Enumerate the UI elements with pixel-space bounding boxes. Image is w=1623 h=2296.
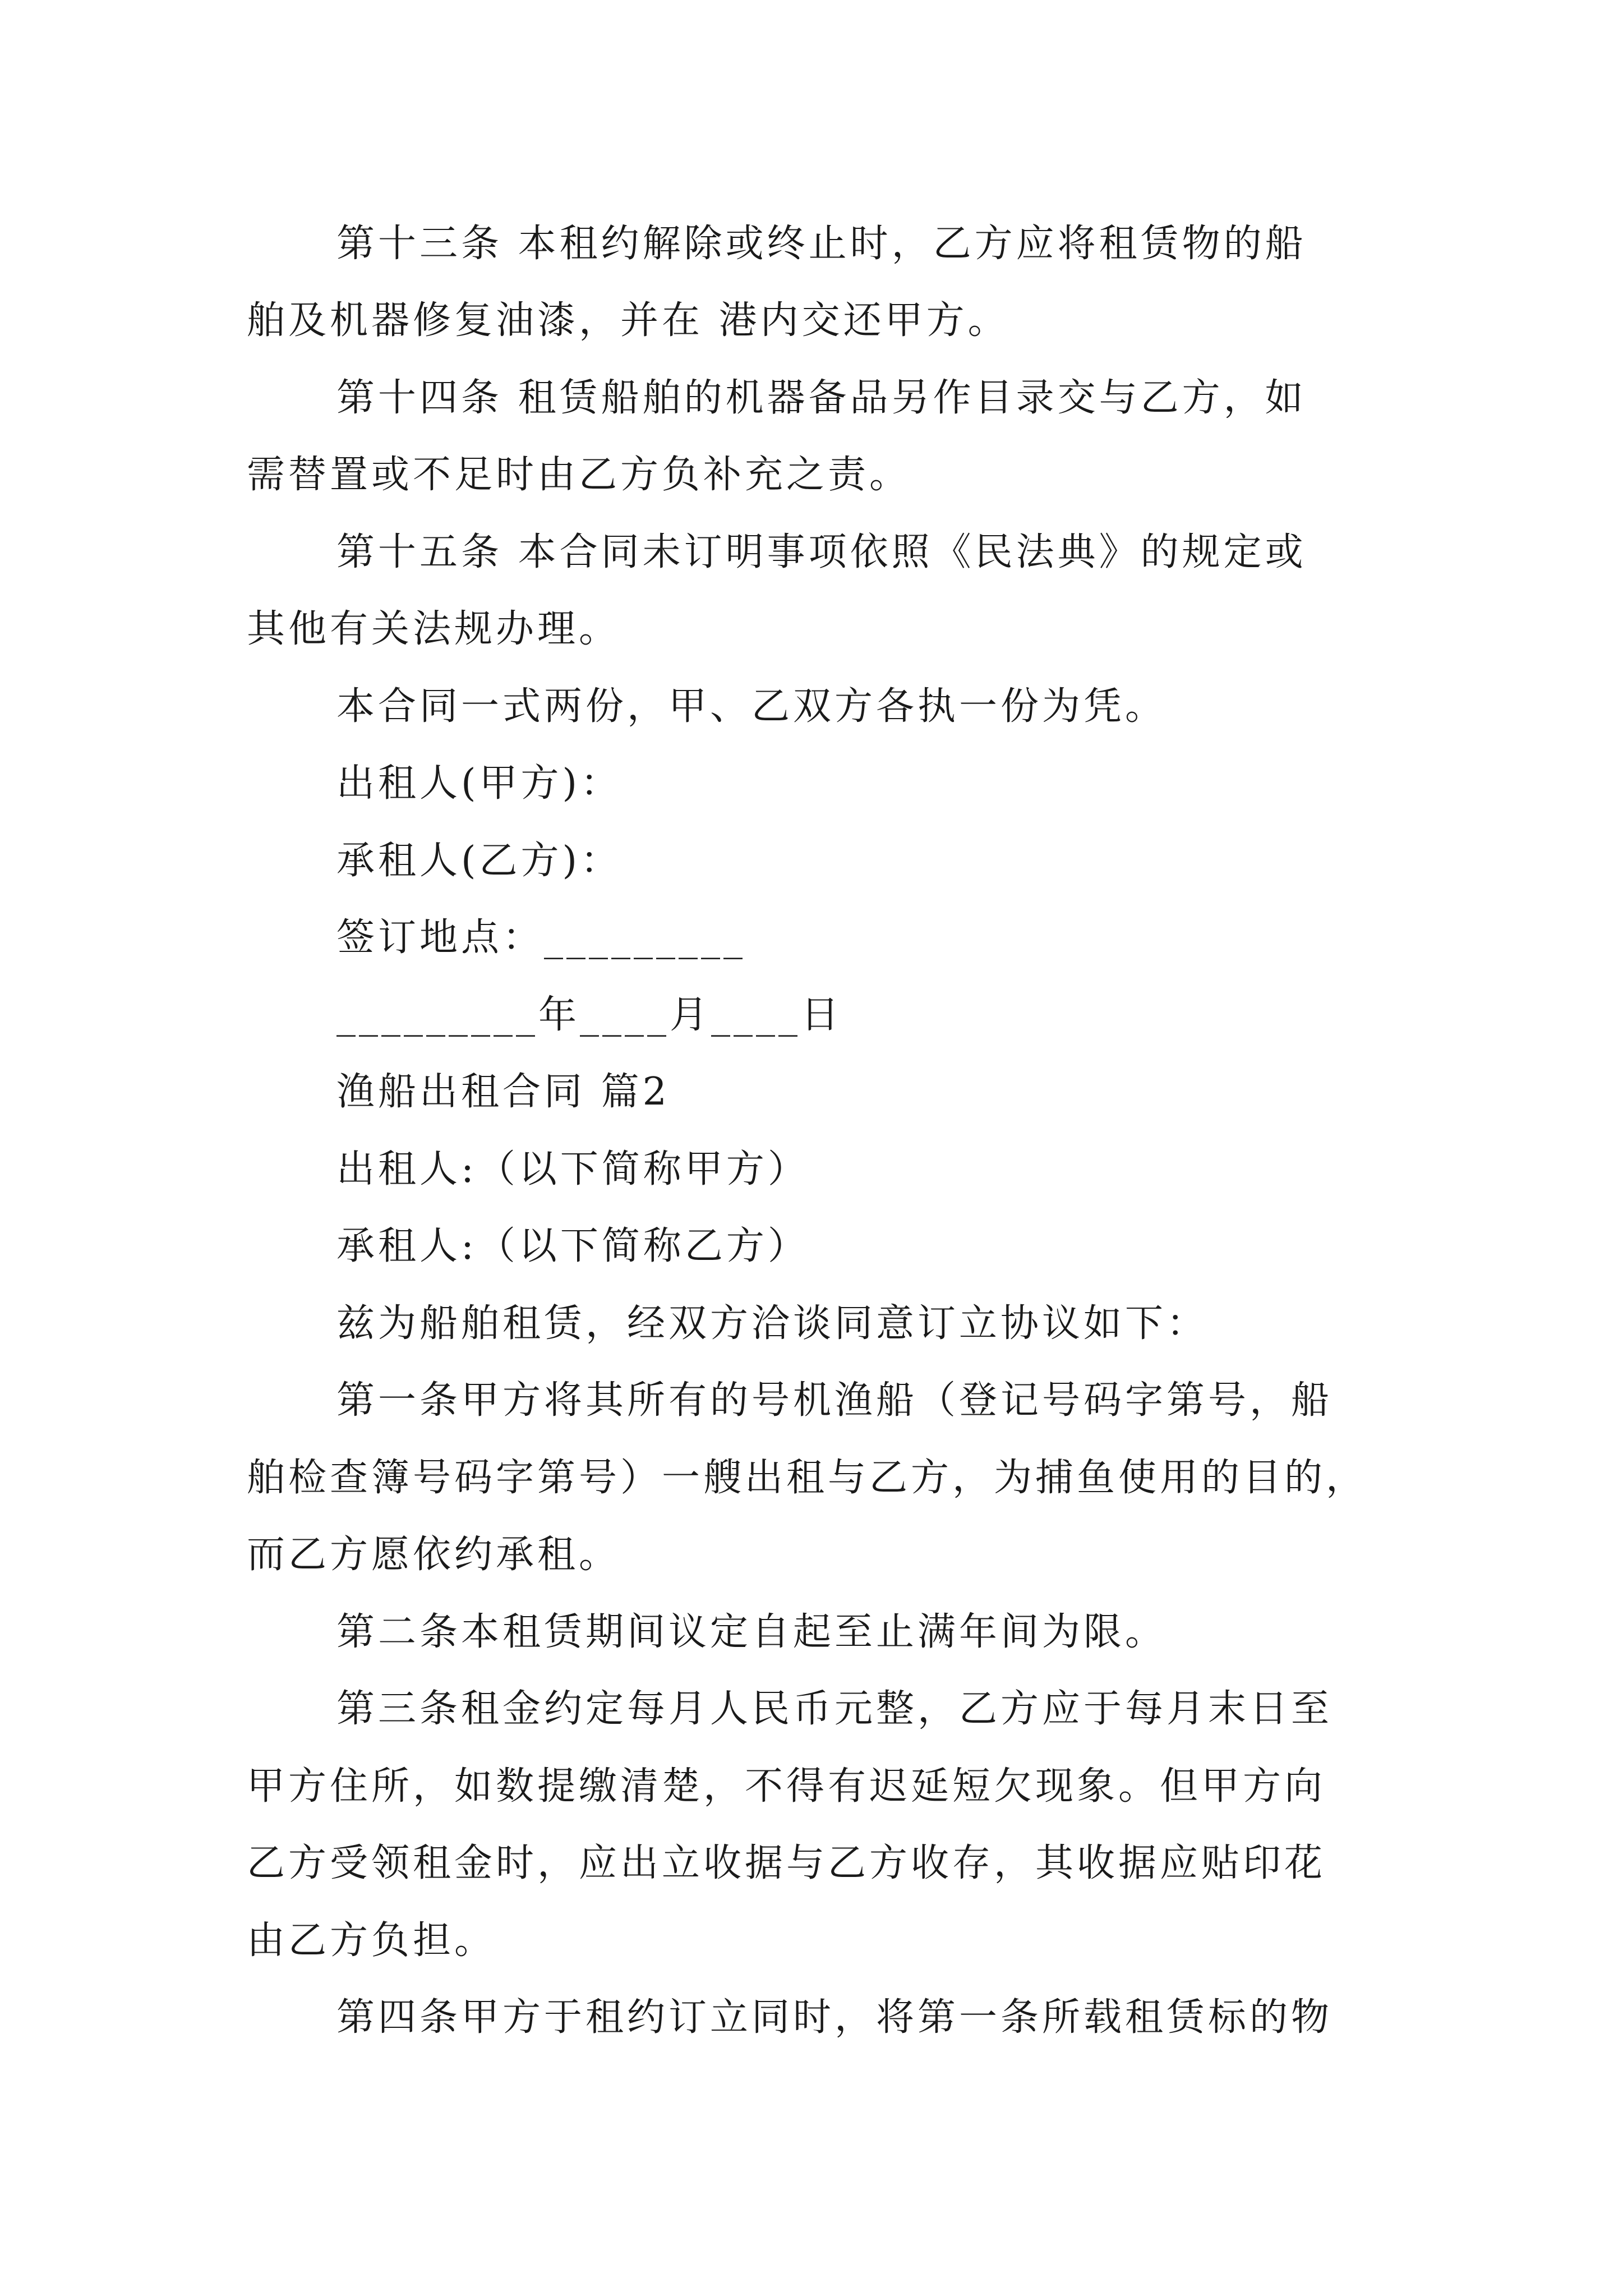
text-line: 第十三条 本租约解除或终止时，乙方应将租赁物的船: [336, 222, 1307, 266]
text-line: 其他有关法规办理。: [247, 607, 621, 651]
section-heading: 渔船出租合同 篇2: [336, 1070, 670, 1114]
text-line: 乙方受领租金时，应出立收据与乙方收存，其收据应贴印花: [247, 1841, 1326, 1885]
text-line: 承租人:（以下简称乙方）: [336, 1224, 809, 1268]
text-line: 舶及机器修复油漆，并在 港内交还甲方。: [247, 298, 1009, 343]
signature-lessee-line: 承租人(乙方)：: [336, 839, 623, 883]
text-line: 甲方住所，如数提缴清楚，不得有迟延短欠现象。但甲方向: [247, 1764, 1326, 1809]
text-line: 第四条甲方于租约订立同时，将第一条所载租赁标的物: [336, 1995, 1333, 2040]
text-line: 第二条本租赁期间议定自起至止满年间为限。: [336, 1610, 1167, 1654]
text-line: 而乙方愿依约承租。: [247, 1533, 621, 1577]
text-line: 由乙方负担。: [247, 1918, 496, 1963]
signature-lessor-line: 出租人(甲方)：: [336, 761, 623, 806]
text-line: 出租人:（以下简称甲方）: [336, 1147, 809, 1191]
text-line: 本合同一式两份，甲、乙双方各执一份为凭。: [336, 684, 1167, 729]
text-line: 舶检查簿号码字第号）一艘出租与乙方，为捕鱼使用的目的，: [247, 1456, 1368, 1500]
text-line: 第三条租金约定每月人民币元整，乙方应于每月末日至: [336, 1687, 1333, 1731]
signing-place-line: 签订地点：_________: [336, 915, 746, 960]
signing-date-line: _________年____月____日: [336, 993, 843, 1037]
text-line: 第十五条 本合同未订明事项依照《民法典》的规定或: [336, 530, 1307, 574]
text-line: 兹为船舶租赁，经双方洽谈同意订立协议如下：: [336, 1301, 1209, 1346]
text-line: 第十四条 租赁船舶的机器备品另作目录交与乙方，如: [336, 376, 1307, 420]
text-line: 需替置或不足时由乙方负补充之责。: [247, 453, 911, 497]
text-line: 第一条甲方将其所有的号机渔船（登记号码字第号，船: [336, 1378, 1333, 1423]
